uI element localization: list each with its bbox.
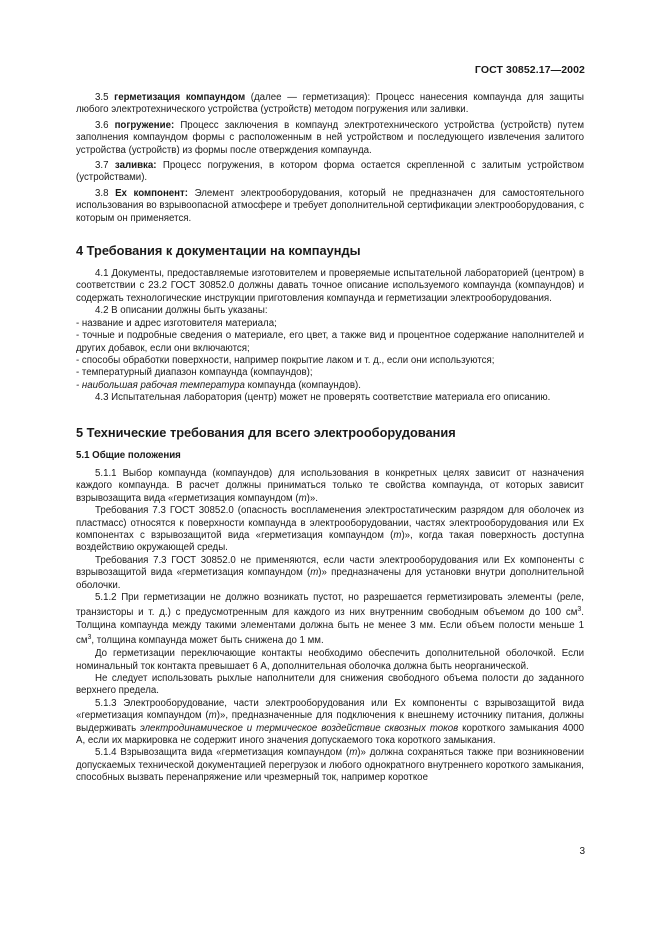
list-item-italic: - наибольшая рабочая температура xyxy=(76,379,245,391)
list-item: - способы обработки поверхности, например покрытие лаком и т. д., если они используются; xyxy=(76,354,495,366)
definition-text: Процесс погружения, в котором форма остается скрепленной с залитым устройством (устройствами). xyxy=(76,160,584,184)
list-item: - температурный диапазон компаунда (компаундов); xyxy=(76,367,313,379)
text-run: )». xyxy=(306,492,318,504)
definition-3-6 xyxy=(76,120,584,157)
symbol-m: m xyxy=(349,747,358,759)
document-body xyxy=(76,92,584,785)
paragraph-fillers: Не следует использовать рыхлые наполнители для снижения свободного объема полости до заданного верхнего предела. xyxy=(76,672,584,697)
symbol-m: m xyxy=(208,710,217,722)
text-run: 5.1.1 Выбор компаунда (компаундов) для использования в конкретных целях зависит от назначения каждого компаунда. В расчет должны приниматься только те свойства компаунда, от которых зависит взрывозащита вида «герметизация компаундом ( xyxy=(76,467,584,504)
definition-text: Процесс заключения в компаунд электротехнического устройства (устройств) путем заполнения компаундом формы с расположенным в ней устройством и последующего извлечения залитого устройства (устройств) из формы после отверждения компаунда. xyxy=(76,119,584,156)
list-item: - точные и подробные сведения о материале, его цвет, а также вид и процентное содержание наполнителей и других добавок, если они включаются; xyxy=(76,330,584,354)
text-run: Требования 7.3 ГОСТ 30852.0 не применяются, если части электрооборудования или Ex компоненты с взрывозащитой вида «герметизация компаундом ( xyxy=(76,554,584,579)
text-run: . Толщина компаунда между такими элементами должна быть не менее 3 мм. Если объем полости меньше 1 см xyxy=(76,607,584,647)
paragraph-requirements-7-3-b xyxy=(76,555,584,592)
text-run: )» предназначены для установки внутри дополнительной оболочки. xyxy=(76,567,584,591)
section-5-heading: 5 Технические требования для всего электрооборудования xyxy=(76,424,456,440)
superscript: 3 xyxy=(87,634,92,642)
definition-number: 3.8 xyxy=(95,187,109,199)
superscript: 3 xyxy=(577,606,582,614)
list-item: - название и адрес изготовителя материала; xyxy=(76,317,277,329)
subsection-5-1-heading: 5.1 Общие положения xyxy=(76,449,181,461)
paragraph-switch-contacts: До герметизации переключающие контакты необходимо обеспечить дополнительной оболочкой. Если номинальный ток контакта превышает 6 А, дополнительная оболочка должна быть неорганической. xyxy=(76,648,584,672)
text-run: 5.1.2 При герметизации не должно возникать пустот, но разрешается герметизировать элементы (реле, транзисторы и т. д.) с предусмотренным для каждого из них внутренним свободным объемом до 100 см xyxy=(76,592,584,619)
definition-term: заливка: xyxy=(114,160,157,172)
definition-number: 3.5 xyxy=(95,92,109,103)
text-run: короткого замыкания 4000 А, если их маркировка не содержит иного значения допускаемого тока короткого замыкания. xyxy=(76,722,584,746)
paragraph-requirements-7-3-a xyxy=(76,505,584,555)
definition-3-8 xyxy=(76,188,584,225)
symbol-m: m xyxy=(393,529,402,541)
list-item-rest: компаунда (компаундов). xyxy=(244,379,361,391)
text-run: , толщина компаунда может быть снижена до 1 мм. xyxy=(91,635,324,647)
text-run: )», предназначенные для подключения к внешнему источнику питания, должны выдерживать xyxy=(76,710,584,734)
paragraph-5-1-4 xyxy=(76,747,584,784)
definition-3-7 xyxy=(76,160,584,185)
text-run: 5.1.4 Взрывозащита вида «герметизация компаундом ( xyxy=(95,747,350,759)
text-run: )», когда такая поверхность доступна воздействию окружающей среды. xyxy=(76,529,584,554)
document-header: ГОСТ 30852.17—2002 xyxy=(474,64,585,76)
paragraph-5-1-1 xyxy=(76,468,584,505)
paragraph-5-1-2 xyxy=(76,592,584,648)
definition-3-5 xyxy=(76,92,584,117)
symbol-m: m xyxy=(298,492,307,504)
definition-term: погружение: xyxy=(114,119,175,131)
definition-term: Ex компонент: xyxy=(115,187,189,199)
paragraph-4-1: 4.1 Документы, предоставляемые изготовителем и проверяемые испытательной лабораторией (центром) в соответствии с 23.2 ГОСТ 30852.0 должны давать точное описание используемого компаунда (компаундов) и содержать технологические инструкции приготовления компаунда и герметизации электрооборудования. xyxy=(76,268,584,304)
symbol-m: m xyxy=(310,567,319,579)
paragraph-4-2: 4.2 В описании должны быть указаны: xyxy=(95,305,268,317)
list-item xyxy=(76,380,584,392)
definition-text: Элемент электрооборудования, который не предназначен для самостоятельного использования во взрывоопасной атмосфере и требует дополнительной сертификации электрооборудования, с которым он применяется. xyxy=(76,187,585,224)
paragraph-5-1-3 xyxy=(76,698,584,748)
section-4-heading: 4 Требования к документации на компаунды xyxy=(76,243,361,259)
page-number: 3 xyxy=(579,846,585,857)
definition-number: 3.7 xyxy=(95,160,109,172)
definition-text: (далее — герметизация): Процесс нанесения компаунда для защиты любого электротехнического устройства (устройств) методом погружения или заливки. xyxy=(76,92,584,116)
paragraph-4-3: 4.3 Испытательная лаборатория (центр) может не проверять соответствие материала его описанию. xyxy=(95,392,551,404)
definition-term: герметизация компаундом xyxy=(114,92,246,103)
text-run: Требования 7.3 ГОСТ 30852.0 (опасность воспламенения электростатическим разрядом для оболочек из пластмасс) относятся к поверхности компаунда в электрооборудовании, частях электрооборудования или Ex компонентах с взрывозащитой вида «герметизация компаундом ( xyxy=(76,505,584,541)
text-run: )» должна сохраняться также при возникновении допускаемых технической документацией перегрузок и любого однократного внутреннего короткого замыкания, способных вызвать перенапряжение или чрезмерный ток, например короткое xyxy=(76,747,584,784)
text-run: 5.1.3 Электрооборудование, части электрооборудования или Ex компоненты с взрывозащитой вида «герметизация компаундом ( xyxy=(76,697,584,722)
italic-phrase: электродинамическое и термическое воздействие сквозных токов xyxy=(140,722,459,734)
definition-number: 3.6 xyxy=(95,119,109,131)
